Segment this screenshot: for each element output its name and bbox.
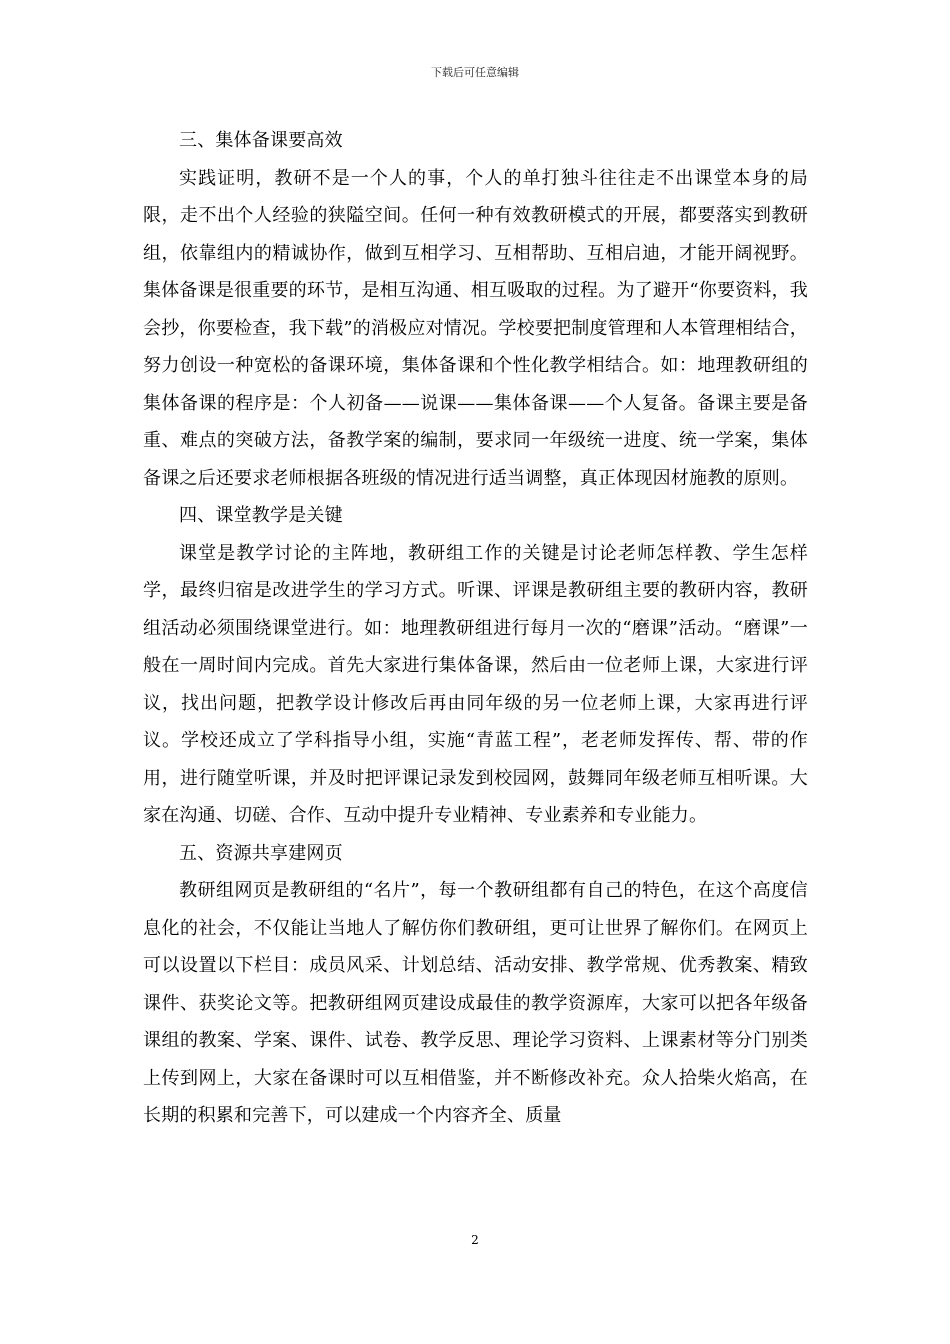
section-paragraph-3: 实践证明，教研不是一个人的事，个人的单打独斗往往走不出课堂本身的局限，走不出个人经验的狭隘空间。任何一种有效教研模式的开展，都要落实到教研组，依靠组内的精诚协作，做到互相学习、互相帮助、互相启迪，才能开阔视野。集体备课是很重要的环节，是相互沟通、相互吸取的过程。为了避开“你要资料，我会抄，你要检查，我下载”的消极应对情况。学校要把制度管理和人本管理相结合，努力创设一种宽松的备课环境，集体备课和个性化教学相结合。如：地理教研组的集体备课的程序是：个人初备——说课——集体备课——个人复备。备课主要是备重、难点的突破方法，备教学案的编制，要求同一年级统一进度、统一学案，集体备课之后还要求老师根据各班级的情况进行适当调整，真正体现因材施教的原则。 (143, 167, 808, 489)
section-heading-4: 四、课堂教学是关键 (179, 505, 343, 526)
page-header: 下载后可任意编辑 (431, 66, 519, 79)
section-paragraph-4: 课堂是教学讨论的主阵地，教研组工作的关键是讨论老师怎样教、学生怎样学，最终归宿是改进学生的学习方式。听课、评课是教研组主要的教研内容，教研组活动必须围绕课堂进行。如：地理教研组进行每月一次的“磨课”活动。“磨课”一般在一周时间内完成。首先大家进行集体备课，然后由一位老师上课，大家进行评议，找出问题，把教学设计修改后再由同年级的另一位老师上课，大家再进行评议。学校还成立了学科指导小组，实施“青蓝工程”，老老师发挥传、帮、带的作用，进行随堂听课，并及时把评课记录发到校园网，鼓舞同年级老师互相听课。大家在沟通、切磋、合作、互动中提升专业精神、专业素养和专业能力。 (143, 542, 808, 826)
page-number: 2 (471, 1233, 479, 1247)
document-body (143, 122, 808, 1135)
section-heading-5: 五、资源共享建网页 (179, 842, 343, 864)
section-paragraph-5: 教研组网页是教研组的“名片”，每一个教研组都有自己的特色，在这个高度信息化的社会，不仅能让当地人了解仿你们教研组，更可让世界了解你们。在网页上可以设置以下栏目：成员风采、计划总结、活动安排、教学常规、优秀教案、精致课件、获奖论文等。把教研组网页建设成最佳的教学资源库，大家可以把各年级备课组的教案、学案、课件、试卷、教学反思、理论学习资料、上课素材等分门别类上传到网上，大家在备课时可以互相借鉴，并不断修改补充。众人拾柴火焰高，在长期的积累和完善下，可以建成一个内容齐全、质量 (143, 880, 808, 1126)
section-heading-3: 三、集体备课要高效 (179, 130, 343, 151)
